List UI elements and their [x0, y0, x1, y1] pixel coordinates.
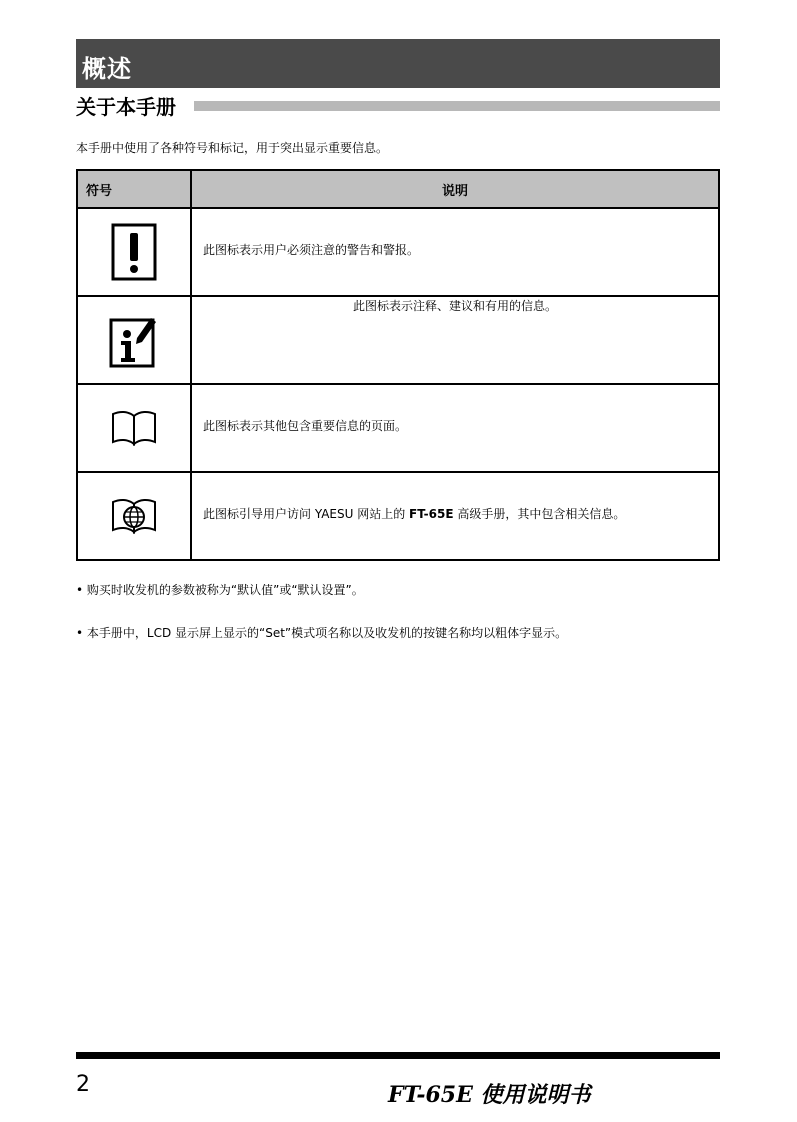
row-description: 此图标表示其他包含重要信息的页面。 — [203, 419, 408, 433]
warning-icon — [111, 223, 157, 281]
table-row — [77, 208, 719, 296]
footer-rule — [76, 1052, 720, 1059]
table-row — [77, 384, 719, 472]
section-title: 关于本手册 — [76, 94, 180, 120]
bullet-bold-names: • 本手册中，LCD 显示屏上显示的“Set”模式项名称以及收发机的按键名称均以粗体字显示。 — [76, 626, 568, 640]
row-description: 此图标表示注释、建议和有用的信息。 — [352, 299, 557, 313]
chapter-title: 概述 — [82, 55, 132, 83]
table-header-row — [77, 170, 719, 208]
model-name: FT-65E — [409, 507, 454, 521]
chapter-header — [76, 39, 720, 88]
symbol-table — [76, 169, 720, 561]
book-icon — [110, 408, 158, 448]
symbol-column-header: 符号 — [77, 170, 191, 208]
section-rule — [194, 101, 720, 111]
table-row — [77, 472, 719, 560]
intro-text: 本手册中使用了各种符号和标记，用于突出显示重要信息。 — [76, 141, 389, 155]
page-number: 2 — [76, 1072, 90, 1097]
section-header — [76, 94, 720, 124]
description-column-header: 说明 — [191, 170, 719, 208]
info-note-icon — [109, 312, 159, 368]
row-description: 此图标表示用户必须注意的警告和警报。 — [203, 243, 420, 257]
table-row — [77, 296, 719, 384]
footer-title: FT-65E 使用说明书 — [388, 1082, 591, 1108]
bullet-default-settings: • 购买时收发机的参数被称为“默认值”或“默认设置”。 — [76, 583, 364, 597]
row-description: 此图标引导用户访问 YAESU 网站上的 FT-65E 高级手册，其中包含相关信息。 — [203, 507, 626, 521]
web-book-icon — [110, 496, 158, 536]
